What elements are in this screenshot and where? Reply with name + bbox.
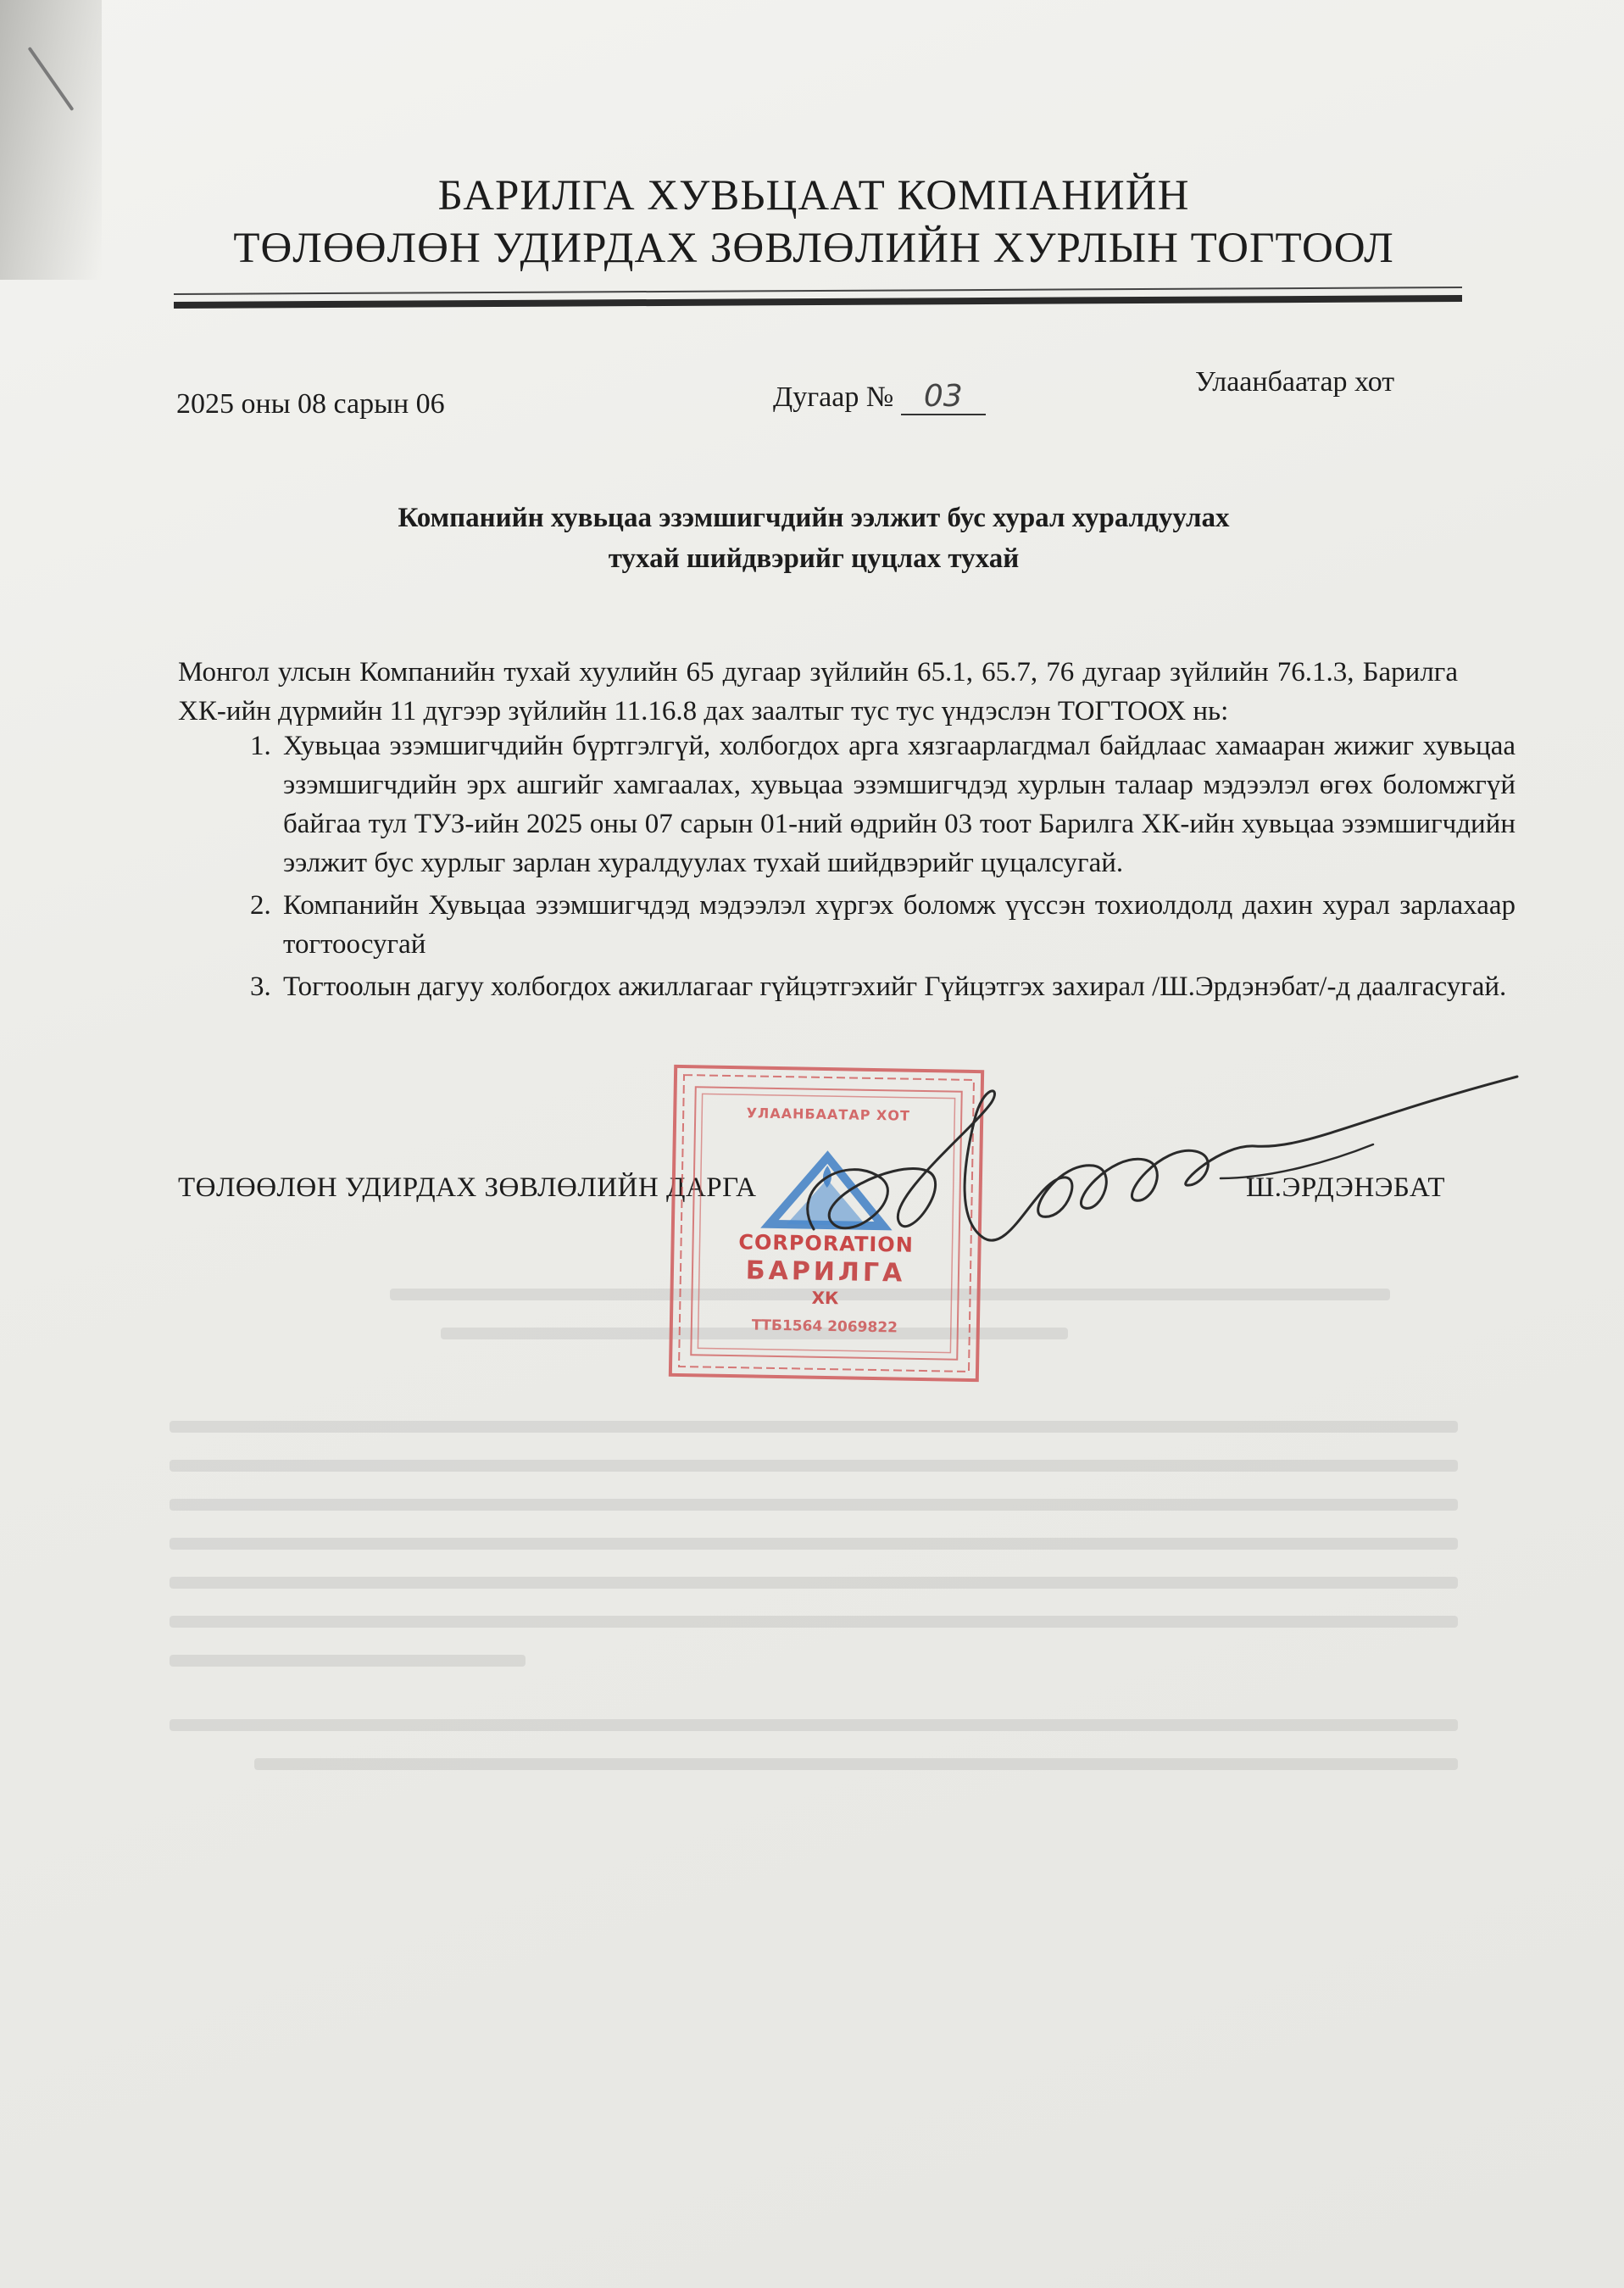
document-subject [254,498,1373,579]
resolution-item: 2. Компанийн Хувьцаа эзэмшигчдэд мэдээлэл хүргэх боломж үүссэн тохиолдолд дахин хурал зарлахаар тогтоосугай [278,886,1516,964]
header-rule-thin [174,287,1462,295]
document-date: 2025 оны 08 сарын 06 [176,388,445,420]
stamp-corporation-text: CORPORATION [738,1230,915,1257]
stamp-registration: ТТБ1564 2069822 [751,1317,898,1337]
document-title-line1: БАРИЛГА ХУВЬЦААТ КОМПАНИЙН [437,172,1190,220]
subject-line1: Компанийн хувьцаа эзэмшигчдийн ээлжит бус хурал хуралдуулах [398,503,1230,533]
subject-line2: тухай шийдвэрийг цуцлах тухай [608,543,1020,574]
document-number-value: 03 [901,379,986,415]
preamble-paragraph: Монгол улсын Компанийн тухай хуулийн 65 дугаар зүйлийн 65.1, 65.7, 76 дугаар зүйлийн 76.1.3, Барилга ХК-ийн дүрмийн 11 дүгээр зүйлийн 11.16.8 дах заалтыг тус тус үндэслэн ТОГТООХ нь: [178,657,1458,726]
document-number-label: Дугаар № [773,381,894,413]
document-city: Улаанбаатар хот [1195,366,1395,398]
resolution-item: 1. Хувьцаа эзэмшигчдийн бүртгэлгүй, холбогдох арга хязгаарлагдмал байдлаас хамааран жижиг хувьцаа эзэмшигчдийн эрх ашгийг хамгаалах, хувьцаа эзэмшигчдэд хурлын талаар мэдээлэл өгөх боломжгүй байгаа тул ТУЗ-ийн 2025 оны 07 сарын 01-ний өдрийн 03 тоот Барилга ХК-ийн хувьцаа эзэмшигчдийн ээлжит бус хурлыг зарлан хуралдуулах тухай шийдвэрийг цуцалсугай. [278,726,1516,882]
resolution-items [220,726,1516,1010]
document-number [773,379,986,415]
handwritten-signature-icon [780,1051,1526,1305]
signatory-name: Ш.ЭРДЭНЭБАТ [1246,1172,1446,1203]
stamp-company-name: БАРИЛГА [745,1255,906,1289]
signatory-position: ТӨЛӨӨЛӨН УДИРДАХ ЗӨВЛӨЛИЙН ДАРГА [178,1172,757,1203]
page-shadow [0,0,102,280]
resolution-item: 3. Тогтоолын дагуу холбогдох ажиллагааг гүйцэтгэхийг Гүйцэтгэх захирал /Ш.Эрдэнэбат/-д даалгасугай. [278,967,1516,1006]
stamp-company-type: ХК [811,1287,839,1309]
header-rule-thick [174,295,1462,309]
stamp-city-text: УЛААНБААТАР ХОТ [746,1105,910,1124]
document-title-line2: ТӨЛӨӨЛӨН УДИРДАХ ЗӨВЛӨЛИЙН ХУРЛЫН ТОГТООЛ [233,225,1394,272]
